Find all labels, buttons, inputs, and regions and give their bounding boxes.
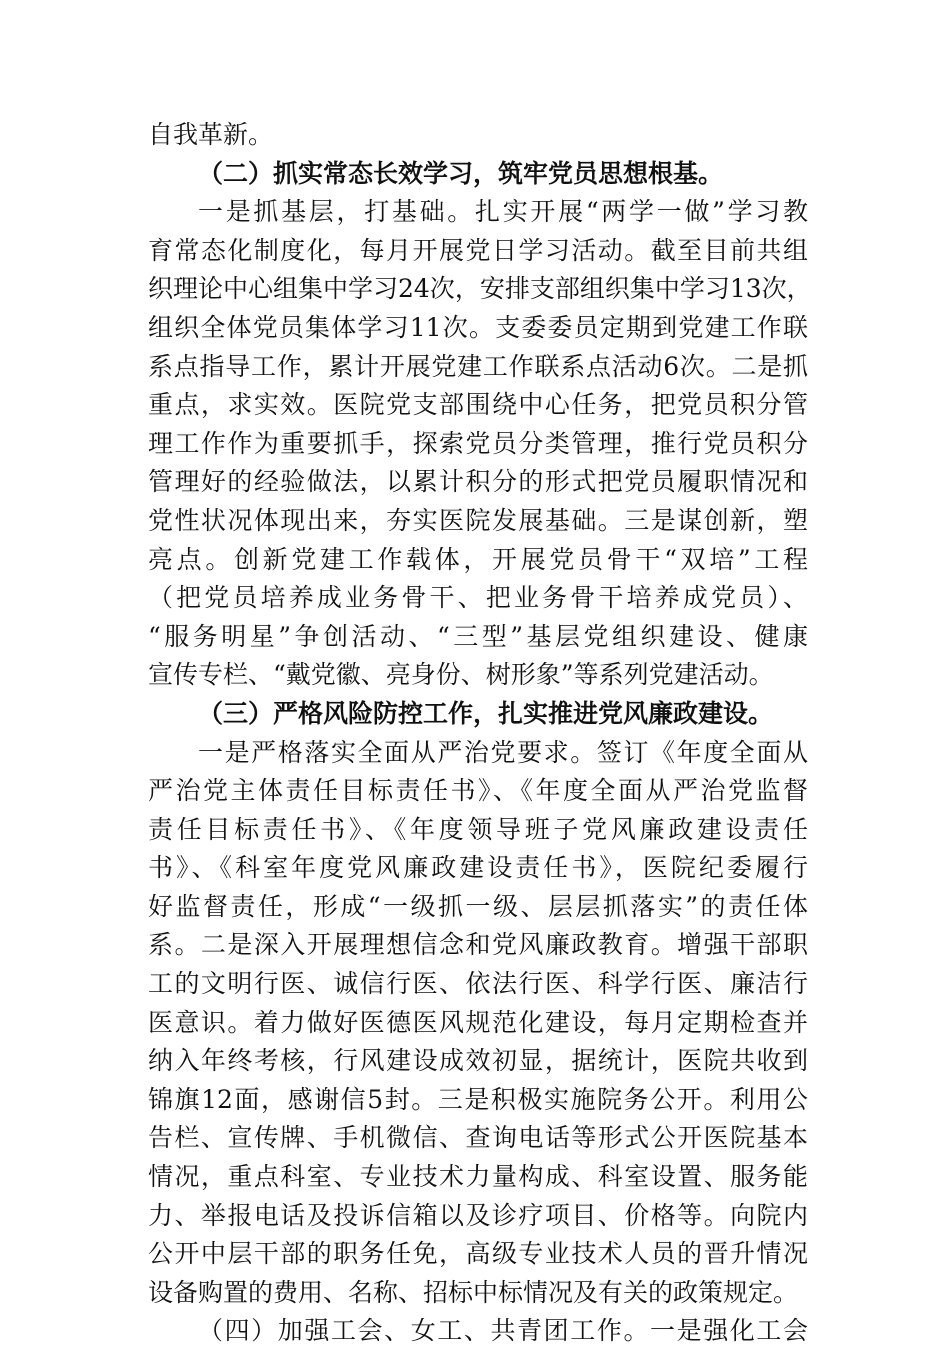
paragraph-line: 一是严格落实全面从严治党要求。签订《年度全面从 <box>198 737 808 767</box>
paragraph-line: 重点，求实效。医院党支部围绕中心任务，把党员积分管 <box>148 390 808 420</box>
paragraph-line: 公开中层干部的职务任免，高级专业技术人员的晋升情况 <box>148 1239 808 1269</box>
paragraph-line: 系。二是深入开展理想信念和党风廉政教育。增强干部职 <box>148 930 808 960</box>
paragraph-line: 力、举报电话及投诉信箱以及诊疗项目、价格等。向院内 <box>148 1200 808 1230</box>
paragraph-line: （四）加强工会、女工、共青团工作。一是强化工会 <box>198 1316 808 1346</box>
paragraph-line: 医意识。着力做好医德医风规范化建设，每月定期检查并 <box>148 1007 808 1037</box>
section-heading-line: （二）抓实常态长效学习，筑牢党员思想根基。 <box>198 158 724 188</box>
paragraph-line: 纳入年终考核，行风建设成效初显，据统计，医院共收到 <box>148 1046 808 1076</box>
paragraph-line: “服务明星”争创活动、“三型”基层党组织建设、健康 <box>148 621 808 651</box>
paragraph-line: 组织全体党员集体学习11次。支委委员定期到党建工作联 <box>148 312 808 342</box>
paragraph-line: 管理好的经验做法，以累计积分的形式把党员履职情况和 <box>148 467 808 497</box>
paragraph-line: 设备购置的费用、名称、招标中标情况及有关的政策规定。 <box>148 1277 799 1307</box>
paragraph-line: 严治党主体责任目标责任书》、《年度全面从严治党监督 <box>148 776 808 806</box>
paragraph-line: 党性状况体现出来，夯实医院发展基础。三是谋创新，塑 <box>148 505 808 535</box>
paragraph-line: 织理论中心组集中学习24次，安排支部组织集中学习13次， <box>148 274 812 304</box>
paragraph-line: 责任目标责任书》、《年度领导班子党风廉政建设责任 <box>148 814 808 844</box>
paragraph-line: 自我革新。 <box>148 120 274 149</box>
paragraph-line: 一是抓基层，打基础。扎实开展“两学一做”学习教 <box>198 197 808 227</box>
paragraph-line: 锦旗12面，感谢信5封。三是积极实施院务公开。利用公 <box>148 1084 808 1114</box>
paragraph-line: 系点指导工作，累计开展党建工作联系点活动6次。二是抓 <box>148 351 808 381</box>
paragraph-line: 育常态化制度化，每月开展党日学习活动。截至目前共组 <box>148 235 808 265</box>
paragraph-line: 情况，重点科室、专业技术力量构成、科室设置、服务能 <box>148 1162 808 1192</box>
paragraph-line: 理工作作为重要抓手，探索党员分类管理，推行党员积分 <box>148 428 808 458</box>
paragraph-line: 书》、《科室年度党风廉政建设责任书》，医院纪委履行 <box>148 853 808 883</box>
paragraph-line: 宣传专栏、“戴党徽、亮身份、树形象”等系列党建活动。 <box>148 660 774 690</box>
paragraph-line: 工的文明行医、诚信行医、依法行医、科学行医、廉洁行 <box>148 969 808 999</box>
section-heading-line: （三）严格风险防控工作，扎实推进党风廉政建设。 <box>198 698 774 728</box>
paragraph-line: （把党员培养成业务骨干、把业务骨干培养成党员）、 <box>148 583 808 613</box>
document-body <box>148 116 812 1351</box>
paragraph-line: 亮点。创新党建工作载体，开展党员骨干“双培”工程 <box>148 544 808 574</box>
paragraph-line: 告栏、宣传牌、手机微信、查询电话等形式公开医院基本 <box>148 1123 808 1153</box>
paragraph-line: 好监督责任，形成“一级抓一级、层层抓落实”的责任体 <box>148 891 808 921</box>
